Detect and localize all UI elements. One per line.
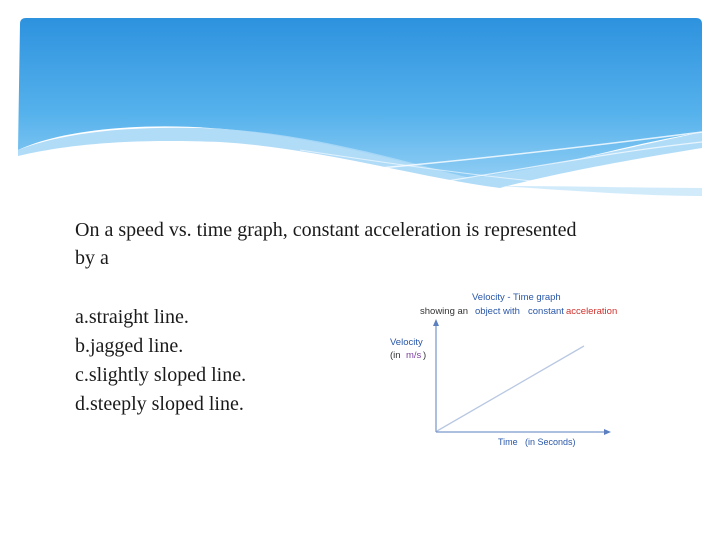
velocity-time-graph [380,286,630,458]
constant-acceleration-line [437,346,584,431]
y-axis-unit: m/s [406,350,422,361]
y-axis-unit-open: (in [390,350,401,361]
x-axis-label: Time [498,437,518,447]
graph-title-part-d: acceleration [566,306,618,317]
graph-title-part-c: constant [528,306,564,317]
answer-options [75,303,246,419]
graph-title-part-b: object with [475,306,520,317]
x-axis-arrow-icon [604,429,611,435]
option-d: d.steeply sloped line. [75,393,244,415]
option-c: c.slightly sloped line. [75,364,247,386]
y-axis-label: Velocity [390,337,423,348]
graph-title-line1: Velocity - Time graph [472,292,561,303]
y-axis-unit-close: ) [423,350,427,361]
option-b: b.jagged line. [75,335,184,357]
y-axis-arrow-icon [433,319,439,326]
question-text: On a speed vs. time graph, constant acceleration is represented by a [75,219,577,269]
option-a: a.straight line. [75,306,189,328]
x-axis-unit: (in Seconds) [525,437,576,447]
header-banner [0,0,720,210]
graph-title-part-a: showing an [420,306,469,317]
